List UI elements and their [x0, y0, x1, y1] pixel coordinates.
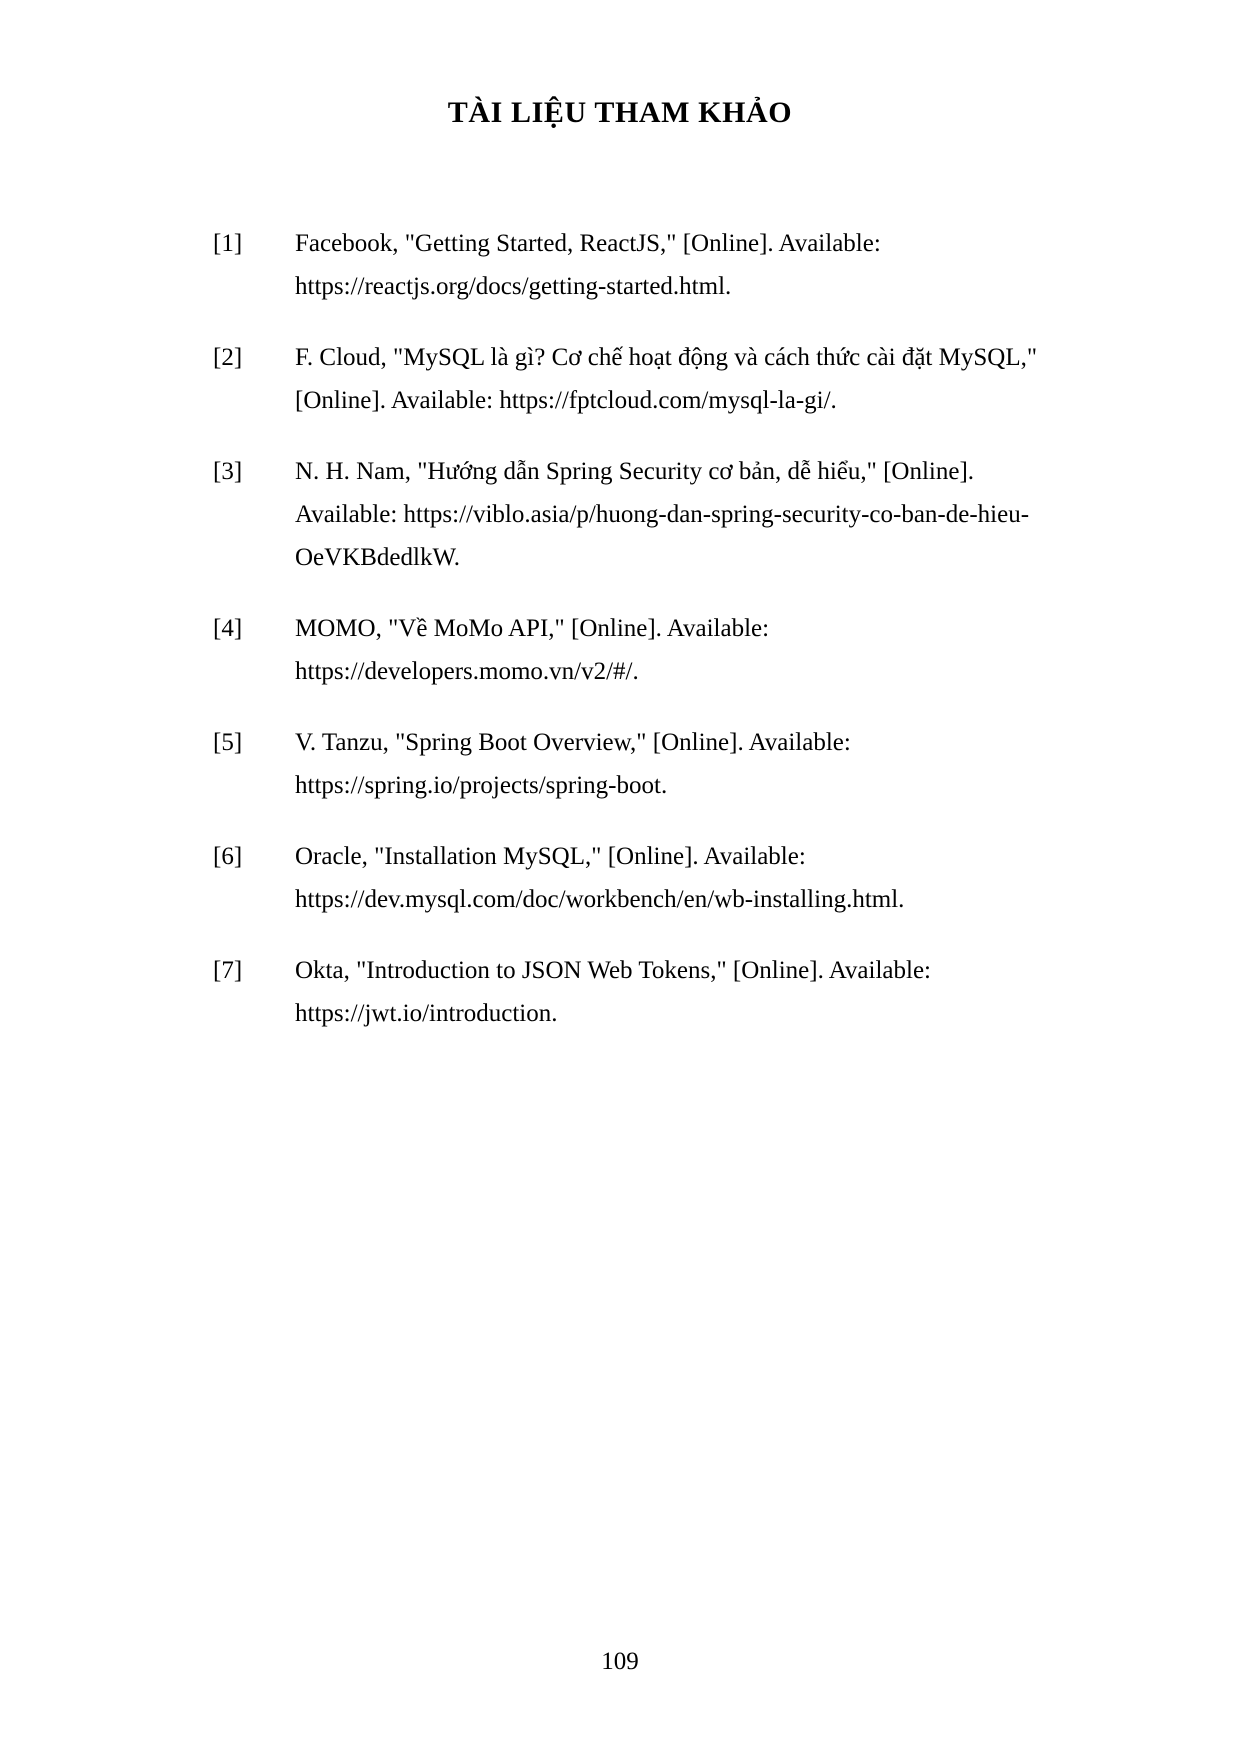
- reference-text: Oracle, "Installation MySQL," [Online]. Available: https://dev.mysql.com/doc/workbench/en/wb-installing.html.: [295, 843, 905, 913]
- reference-text: MOMO, "Về MoMo API," [Online]. Available: https://developers.momo.vn/v2/#/.: [295, 615, 770, 685]
- reference-marker: [2]: [213, 344, 243, 371]
- list-item: [213, 222, 1053, 308]
- reference-marker: [6]: [213, 843, 243, 870]
- list-item: [213, 721, 1053, 807]
- list-item: [213, 835, 1053, 921]
- reference-marker: [4]: [213, 615, 243, 642]
- reference-marker: [3]: [213, 458, 243, 485]
- list-item: [213, 949, 1053, 1035]
- reference-list: [213, 222, 1053, 1063]
- reference-marker: [5]: [213, 729, 243, 756]
- page-number: 109: [601, 1648, 639, 1675]
- list-item: [213, 607, 1053, 693]
- reference-text: V. Tanzu, "Spring Boot Overview," [Online]. Available: https://spring.io/projects/spring-boot.: [295, 729, 851, 799]
- reference-text: Facebook, "Getting Started, ReactJS," [Online]. Available: https://reactjs.org/docs/getting-started.html.: [295, 230, 881, 300]
- page-title: TÀI LIỆU THAM KHẢO: [447, 96, 793, 129]
- list-item: [213, 336, 1053, 422]
- reference-text: N. H. Nam, "Hướng dẫn Spring Security cơ bản, dễ hiểu," [Online]. Available: https://viblo.asia/p/huong-dan-spring-security-co-ban-de-hieu-OeVKBdedlkW.: [295, 458, 1030, 571]
- reference-text: F. Cloud, "MySQL là gì? Cơ chế hoạt động và cách thức cài đặt MySQL," [Online]. Available: https://fptcloud.com/mysql-la-gi/.: [295, 344, 1038, 414]
- reference-marker: [7]: [213, 957, 243, 984]
- reference-text: Okta, "Introduction to JSON Web Tokens," [Online]. Available: https://jwt.io/introduction.: [295, 957, 931, 1027]
- reference-marker: [1]: [213, 230, 243, 257]
- list-item: [213, 450, 1053, 579]
